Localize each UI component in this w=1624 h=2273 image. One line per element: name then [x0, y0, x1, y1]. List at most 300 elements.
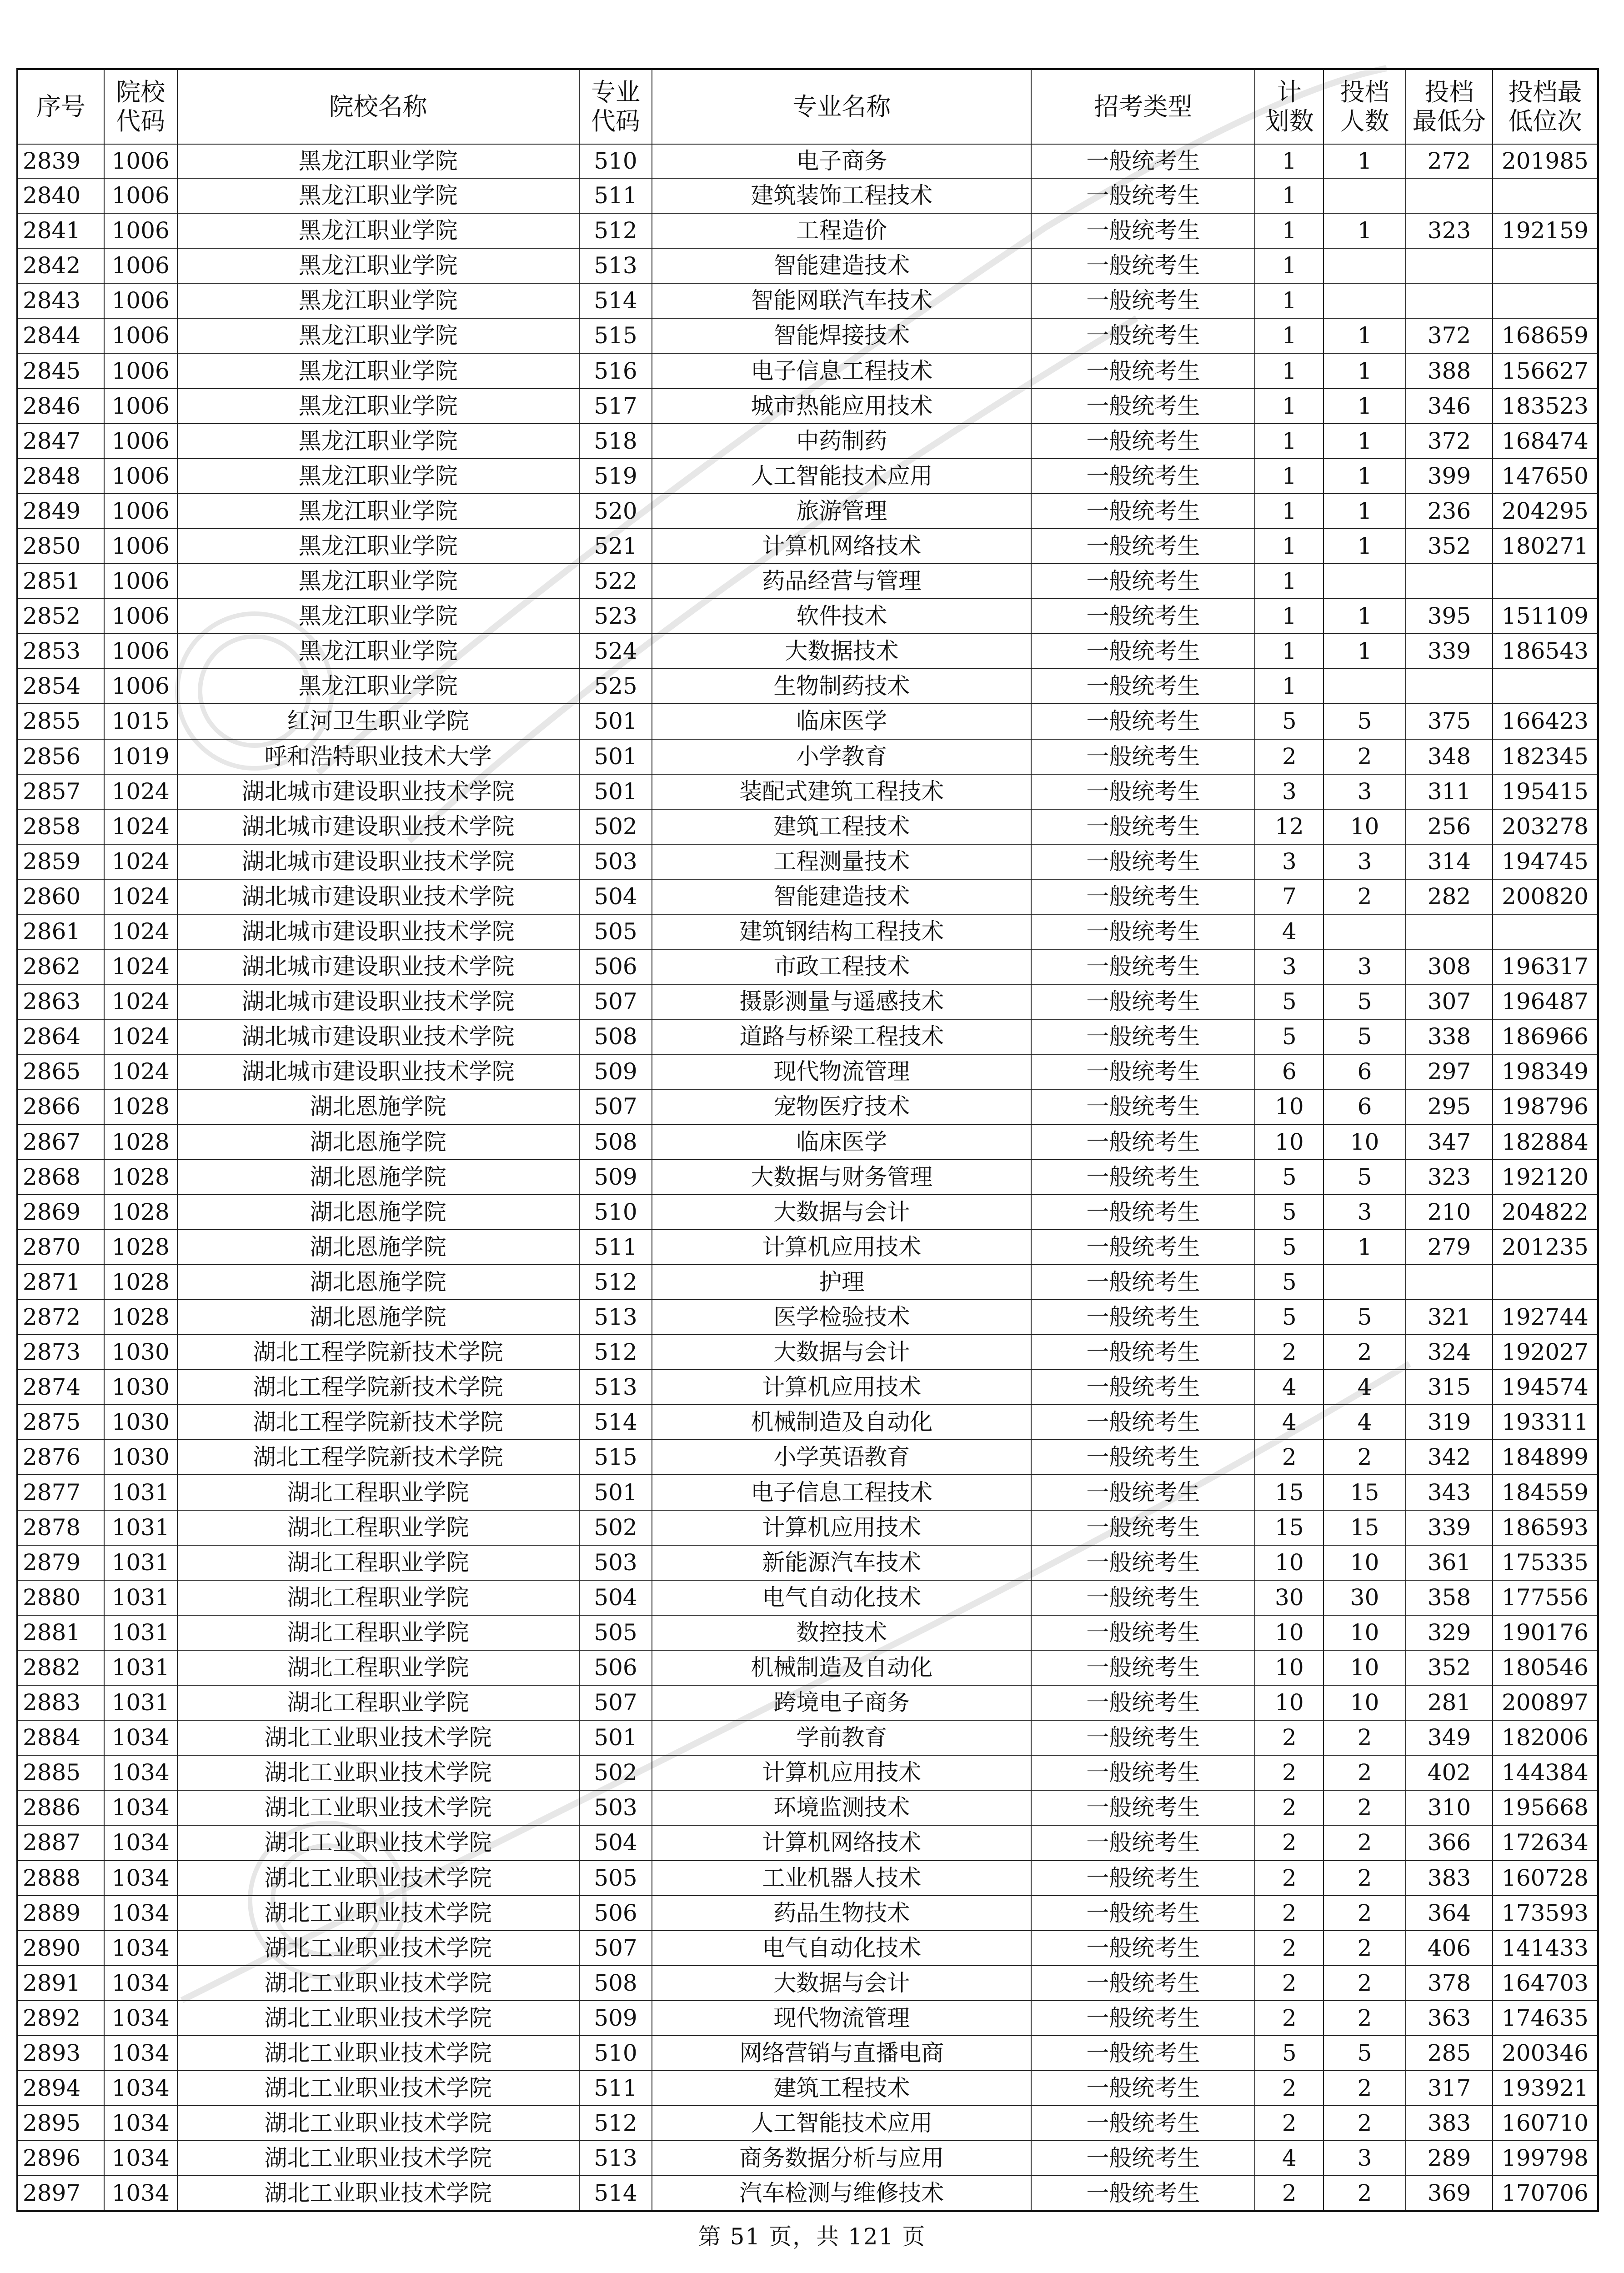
cell-major-code: 505	[579, 1861, 652, 1896]
cell-admitted	[1323, 914, 1406, 949]
cell-admitted: 5	[1323, 704, 1406, 739]
cell-admitted: 10	[1323, 809, 1406, 844]
cell-school-name: 湖北城市建设职业技术学院	[177, 914, 579, 949]
cell-min-rank: 164703	[1493, 1966, 1598, 2001]
cell-min-score: 307	[1406, 984, 1493, 1019]
header-major-name: 专业名称	[652, 69, 1031, 144]
cell-plan: 4	[1255, 914, 1323, 949]
cell-major-code: 515	[579, 1440, 652, 1475]
cell-school-name: 湖北工业职业技术学院	[177, 1755, 579, 1790]
cell-major-name: 建筑钢结构工程技术	[652, 914, 1031, 949]
cell-min-rank: 192744	[1493, 1300, 1598, 1335]
cell-exam-type: 一般统考生	[1031, 2001, 1255, 2036]
cell-exam-type: 一般统考生	[1031, 1054, 1255, 1089]
cell-min-rank: 166423	[1493, 704, 1598, 739]
table-row	[17, 809, 1598, 844]
cell-school-name: 湖北工程职业学院	[177, 1510, 579, 1545]
cell-major-name: 现代物流管理	[652, 2001, 1031, 2036]
cell-min-score: 317	[1406, 2071, 1493, 2106]
cell-major-name: 大数据与会计	[652, 1195, 1031, 1230]
table-row	[17, 599, 1598, 634]
cell-major-code: 522	[579, 564, 652, 599]
cell-exam-type: 一般统考生	[1031, 1580, 1255, 1615]
cell-min-rank: 192120	[1493, 1160, 1598, 1195]
cell-major-name: 装配式建筑工程技术	[652, 774, 1031, 809]
cell-min-rank: 195668	[1493, 1790, 1598, 1825]
cell-plan: 2	[1255, 1966, 1323, 2001]
cell-school-name: 湖北城市建设职业技术学院	[177, 844, 579, 879]
cell-seq: 2859	[17, 844, 104, 879]
cell-school-name: 湖北工业职业技术学院	[177, 1931, 579, 1966]
cell-admitted: 1	[1323, 529, 1406, 564]
cell-exam-type: 一般统考生	[1031, 1510, 1255, 1545]
cell-admitted: 1	[1323, 353, 1406, 388]
cell-seq: 2860	[17, 879, 104, 914]
cell-plan: 10	[1255, 1650, 1323, 1685]
cell-min-score: 372	[1406, 318, 1493, 353]
cell-admitted: 6	[1323, 1089, 1406, 1124]
cell-admitted: 2	[1323, 1755, 1406, 1790]
cell-min-rank: 168659	[1493, 318, 1598, 353]
cell-major-name: 计算机网络技术	[652, 529, 1031, 564]
cell-plan: 4	[1255, 1405, 1323, 1440]
cell-major-name: 汽车检测与维修技术	[652, 2176, 1031, 2211]
cell-major-code: 512	[579, 2106, 652, 2141]
cell-major-code: 507	[579, 1931, 652, 1966]
cell-major-code: 514	[579, 2176, 652, 2211]
cell-major-name: 工业机器人技术	[652, 1861, 1031, 1896]
cell-seq: 2881	[17, 1615, 104, 1650]
cell-seq: 2869	[17, 1195, 104, 1230]
cell-major-name: 大数据与会计	[652, 1335, 1031, 1370]
cell-min-score: 364	[1406, 1896, 1493, 1931]
cell-school-code: 1006	[104, 529, 177, 564]
cell-exam-type: 一般统考生	[1031, 144, 1255, 178]
cell-school-code: 1028	[104, 1230, 177, 1265]
cell-seq: 2840	[17, 178, 104, 213]
cell-seq: 2839	[17, 144, 104, 178]
cell-major-name: 大数据技术	[652, 634, 1031, 669]
cell-major-code: 512	[579, 1335, 652, 1370]
cell-min-score	[1406, 283, 1493, 318]
cell-min-rank: 175335	[1493, 1545, 1598, 1580]
cell-seq: 2855	[17, 704, 104, 739]
cell-school-code: 1006	[104, 494, 177, 529]
cell-school-name: 湖北工业职业技术学院	[177, 2106, 579, 2141]
cell-major-name: 临床医学	[652, 704, 1031, 739]
table-row	[17, 283, 1598, 318]
cell-exam-type: 一般统考生	[1031, 2141, 1255, 2176]
cell-seq: 2893	[17, 2036, 104, 2071]
header-min-rank: 投档最 低位次	[1493, 69, 1598, 144]
table-row	[17, 879, 1598, 914]
cell-seq: 2876	[17, 1440, 104, 1475]
cell-school-name: 湖北恩施学院	[177, 1265, 579, 1300]
cell-school-name: 黑龙江职业学院	[177, 178, 579, 213]
cell-seq: 2896	[17, 2141, 104, 2176]
cell-min-rank: 201985	[1493, 144, 1598, 178]
cell-min-score: 323	[1406, 1160, 1493, 1195]
cell-exam-type: 一般统考生	[1031, 1265, 1255, 1300]
cell-major-code: 505	[579, 914, 652, 949]
cell-exam-type: 一般统考生	[1031, 2036, 1255, 2071]
cell-major-name: 摄影测量与遥感技术	[652, 984, 1031, 1019]
cell-min-rank: 182006	[1493, 1720, 1598, 1755]
cell-exam-type: 一般统考生	[1031, 1896, 1255, 1931]
table-row	[17, 1790, 1598, 1825]
cell-plan: 10	[1255, 1089, 1323, 1124]
cell-admitted: 1	[1323, 144, 1406, 178]
cell-admitted: 2	[1323, 1825, 1406, 1860]
cell-exam-type: 一般统考生	[1031, 1650, 1255, 1685]
cell-admitted: 10	[1323, 1615, 1406, 1650]
cell-exam-type: 一般统考生	[1031, 424, 1255, 459]
cell-min-rank: 180546	[1493, 1650, 1598, 1685]
cell-school-code: 1024	[104, 914, 177, 949]
table-row	[17, 1861, 1598, 1896]
cell-admitted: 2	[1323, 2106, 1406, 2141]
cell-plan: 1	[1255, 459, 1323, 494]
cell-min-score: 236	[1406, 494, 1493, 529]
cell-min-score: 358	[1406, 1580, 1493, 1615]
table-row	[17, 178, 1598, 213]
cell-major-name: 小学教育	[652, 739, 1031, 774]
cell-plan: 1	[1255, 599, 1323, 634]
cell-major-name: 商务数据分析与应用	[652, 2141, 1031, 2176]
table-row	[17, 1195, 1598, 1230]
cell-school-name: 黑龙江职业学院	[177, 424, 579, 459]
cell-major-code: 508	[579, 1125, 652, 1160]
table-row	[17, 389, 1598, 424]
cell-major-code: 503	[579, 1545, 652, 1580]
cell-major-name: 计算机应用技术	[652, 1510, 1031, 1545]
cell-seq: 2853	[17, 634, 104, 669]
cell-major-code: 506	[579, 1650, 652, 1685]
cell-school-code: 1034	[104, 1790, 177, 1825]
cell-major-name: 市政工程技术	[652, 949, 1031, 984]
cell-min-score: 361	[1406, 1545, 1493, 1580]
cell-admitted: 1	[1323, 424, 1406, 459]
cell-plan: 5	[1255, 704, 1323, 739]
table-row	[17, 1265, 1598, 1300]
cell-min-score: 372	[1406, 424, 1493, 459]
cell-plan: 2	[1255, 1861, 1323, 1896]
cell-major-code: 507	[579, 1089, 652, 1124]
table-row	[17, 774, 1598, 809]
cell-min-score: 375	[1406, 704, 1493, 739]
cell-exam-type: 一般统考生	[1031, 1019, 1255, 1054]
cell-admitted: 2	[1323, 1931, 1406, 1966]
table-row	[17, 1160, 1598, 1195]
table-row	[17, 459, 1598, 494]
cell-major-code: 501	[579, 774, 652, 809]
cell-major-name: 城市热能应用技术	[652, 389, 1031, 424]
cell-exam-type: 一般统考生	[1031, 774, 1255, 809]
cell-plan: 1	[1255, 213, 1323, 248]
table-row	[17, 213, 1598, 248]
cell-school-name: 湖北工业职业技术学院	[177, 1966, 579, 2001]
cell-exam-type: 一般统考生	[1031, 1931, 1255, 1966]
cell-school-code: 1006	[104, 634, 177, 669]
cell-seq: 2852	[17, 599, 104, 634]
cell-school-code: 1031	[104, 1650, 177, 1685]
cell-plan: 3	[1255, 774, 1323, 809]
cell-plan: 2	[1255, 2176, 1323, 2211]
table-row	[17, 529, 1598, 564]
cell-admitted: 2	[1323, 1861, 1406, 1896]
cell-admitted: 5	[1323, 984, 1406, 1019]
cell-min-rank: 144384	[1493, 1755, 1598, 1790]
cell-min-score: 324	[1406, 1335, 1493, 1370]
cell-school-code: 1019	[104, 739, 177, 774]
cell-admitted: 6	[1323, 1054, 1406, 1089]
cell-min-score: 295	[1406, 1089, 1493, 1124]
cell-school-code: 1028	[104, 1195, 177, 1230]
cell-seq: 2858	[17, 809, 104, 844]
cell-exam-type: 一般统考生	[1031, 459, 1255, 494]
cell-school-name: 湖北城市建设职业技术学院	[177, 774, 579, 809]
cell-exam-type: 一般统考生	[1031, 1160, 1255, 1195]
cell-major-code: 515	[579, 318, 652, 353]
cell-plan: 5	[1255, 1160, 1323, 1195]
cell-min-score	[1406, 669, 1493, 704]
cell-min-score	[1406, 564, 1493, 599]
cell-school-name: 黑龙江职业学院	[177, 634, 579, 669]
cell-major-name: 机械制造及自动化	[652, 1650, 1031, 1685]
cell-school-code: 1006	[104, 248, 177, 283]
cell-admitted: 1	[1323, 1230, 1406, 1265]
cell-seq: 2865	[17, 1054, 104, 1089]
cell-exam-type: 一般统考生	[1031, 669, 1255, 704]
cell-major-name: 小学英语教育	[652, 1440, 1031, 1475]
table-row	[17, 1054, 1598, 1089]
cell-school-code: 1015	[104, 704, 177, 739]
table-row	[17, 984, 1598, 1019]
cell-plan: 2	[1255, 1790, 1323, 1825]
cell-min-rank: 177556	[1493, 1580, 1598, 1615]
cell-school-name: 黑龙江职业学院	[177, 248, 579, 283]
cell-seq: 2880	[17, 1580, 104, 1615]
header-admitted: 投档 人数	[1323, 69, 1406, 144]
cell-school-code: 1024	[104, 1019, 177, 1054]
cell-school-code: 1006	[104, 283, 177, 318]
table-row	[17, 564, 1598, 599]
cell-admitted: 5	[1323, 2036, 1406, 2071]
page-footer: 第 51 页，共 121 页	[698, 2223, 926, 2250]
cell-min-rank: 183523	[1493, 389, 1598, 424]
header-exam-type: 招考类型	[1031, 69, 1255, 144]
cell-school-code: 1034	[104, 1720, 177, 1755]
cell-exam-type: 一般统考生	[1031, 1790, 1255, 1825]
table-row	[17, 739, 1598, 774]
cell-admitted: 1	[1323, 599, 1406, 634]
cell-exam-type: 一般统考生	[1031, 1125, 1255, 1160]
cell-seq: 2846	[17, 389, 104, 424]
cell-exam-type: 一般统考生	[1031, 1966, 1255, 2001]
cell-exam-type: 一般统考生	[1031, 529, 1255, 564]
cell-major-name: 计算机应用技术	[652, 1370, 1031, 1405]
table-row	[17, 1720, 1598, 1755]
cell-plan: 4	[1255, 2141, 1323, 2176]
cell-school-name: 湖北工程学院新技术学院	[177, 1370, 579, 1405]
cell-min-score: 297	[1406, 1054, 1493, 1089]
cell-plan: 12	[1255, 809, 1323, 844]
table-row	[17, 704, 1598, 739]
cell-exam-type: 一般统考生	[1031, 844, 1255, 879]
table-row	[17, 353, 1598, 388]
header-plan: 计 划数	[1255, 69, 1323, 144]
cell-major-name: 电子商务	[652, 144, 1031, 178]
cell-seq: 2878	[17, 1510, 104, 1545]
cell-major-code: 518	[579, 424, 652, 459]
cell-min-score: 395	[1406, 599, 1493, 634]
cell-exam-type: 一般统考生	[1031, 739, 1255, 774]
cell-plan: 2	[1255, 2106, 1323, 2141]
table-row	[17, 2106, 1598, 2141]
cell-school-code: 1034	[104, 1861, 177, 1896]
cell-seq: 2849	[17, 494, 104, 529]
table-row	[17, 2036, 1598, 2071]
cell-exam-type: 一般统考生	[1031, 248, 1255, 283]
cell-major-name: 电子信息工程技术	[652, 353, 1031, 388]
cell-major-code: 514	[579, 1405, 652, 1440]
cell-admitted: 2	[1323, 1966, 1406, 2001]
cell-school-code: 1031	[104, 1475, 177, 1510]
cell-admitted: 3	[1323, 1195, 1406, 1230]
table-row	[17, 1615, 1598, 1650]
cell-plan: 1	[1255, 144, 1323, 178]
table-row	[17, 2141, 1598, 2176]
cell-min-rank	[1493, 283, 1598, 318]
cell-major-code: 510	[579, 144, 652, 178]
table-header-row	[17, 69, 1598, 144]
cell-plan: 1	[1255, 424, 1323, 459]
cell-exam-type: 一般统考生	[1031, 213, 1255, 248]
cell-major-name: 软件技术	[652, 599, 1031, 634]
cell-school-name: 湖北工程职业学院	[177, 1580, 579, 1615]
table-row	[17, 1580, 1598, 1615]
cell-major-code: 508	[579, 1019, 652, 1054]
cell-admitted: 10	[1323, 1125, 1406, 1160]
table-row	[17, 1405, 1598, 1440]
cell-min-rank: 186543	[1493, 634, 1598, 669]
cell-school-code: 1030	[104, 1440, 177, 1475]
cell-min-rank	[1493, 669, 1598, 704]
cell-admitted: 3	[1323, 2141, 1406, 2176]
cell-seq: 2890	[17, 1931, 104, 1966]
cell-min-rank: 199798	[1493, 2141, 1598, 2176]
cell-major-name: 人工智能技术应用	[652, 2106, 1031, 2141]
cell-major-code: 502	[579, 1510, 652, 1545]
cell-plan: 6	[1255, 1054, 1323, 1089]
cell-exam-type: 一般统考生	[1031, 1545, 1255, 1580]
cell-exam-type: 一般统考生	[1031, 494, 1255, 529]
cell-plan: 1	[1255, 529, 1323, 564]
cell-major-code: 513	[579, 248, 652, 283]
cell-plan: 5	[1255, 1019, 1323, 1054]
cell-major-code: 506	[579, 949, 652, 984]
cell-min-rank	[1493, 914, 1598, 949]
cell-seq: 2877	[17, 1475, 104, 1510]
cell-plan: 1	[1255, 564, 1323, 599]
cell-min-score: 272	[1406, 144, 1493, 178]
cell-school-code: 1034	[104, 2176, 177, 2211]
cell-plan: 2	[1255, 1335, 1323, 1370]
cell-school-name: 湖北工业职业技术学院	[177, 2141, 579, 2176]
cell-min-score: 346	[1406, 389, 1493, 424]
cell-school-code: 1006	[104, 424, 177, 459]
cell-seq: 2851	[17, 564, 104, 599]
cell-plan: 2	[1255, 2071, 1323, 2106]
cell-seq: 2894	[17, 2071, 104, 2106]
cell-exam-type: 一般统考生	[1031, 2176, 1255, 2211]
cell-exam-type: 一般统考生	[1031, 809, 1255, 844]
cell-exam-type: 一般统考生	[1031, 1230, 1255, 1265]
cell-school-name: 湖北工程职业学院	[177, 1685, 579, 1720]
cell-seq: 2863	[17, 984, 104, 1019]
cell-school-code: 1034	[104, 2036, 177, 2071]
cell-admitted	[1323, 248, 1406, 283]
cell-school-name: 湖北工业职业技术学院	[177, 2001, 579, 2036]
cell-exam-type: 一般统考生	[1031, 599, 1255, 634]
cell-school-name: 湖北城市建设职业技术学院	[177, 984, 579, 1019]
cell-seq: 2845	[17, 353, 104, 388]
cell-major-name: 道路与桥梁工程技术	[652, 1019, 1031, 1054]
cell-school-name: 湖北工业职业技术学院	[177, 1896, 579, 1931]
cell-min-score: 366	[1406, 1825, 1493, 1860]
cell-school-code: 1006	[104, 389, 177, 424]
cell-min-rank: 174635	[1493, 2001, 1598, 2036]
cell-min-rank: 196317	[1493, 949, 1598, 984]
cell-school-code: 1031	[104, 1580, 177, 1615]
cell-school-name: 黑龙江职业学院	[177, 669, 579, 704]
cell-exam-type: 一般统考生	[1031, 1861, 1255, 1896]
cell-exam-type: 一般统考生	[1031, 1195, 1255, 1230]
cell-plan: 4	[1255, 1370, 1323, 1405]
cell-major-code: 514	[579, 283, 652, 318]
cell-min-score: 323	[1406, 213, 1493, 248]
cell-school-code: 1031	[104, 1685, 177, 1720]
cell-school-code: 1030	[104, 1370, 177, 1405]
cell-min-score	[1406, 914, 1493, 949]
cell-plan: 5	[1255, 1300, 1323, 1335]
cell-school-code: 1024	[104, 844, 177, 879]
cell-school-code: 1034	[104, 2001, 177, 2036]
cell-seq: 2867	[17, 1125, 104, 1160]
cell-major-code: 510	[579, 1195, 652, 1230]
cell-min-score: 339	[1406, 1510, 1493, 1545]
cell-min-rank: 184559	[1493, 1475, 1598, 1510]
cell-admitted: 5	[1323, 1019, 1406, 1054]
cell-major-code: 512	[579, 1265, 652, 1300]
cell-school-name: 湖北城市建设职业技术学院	[177, 1054, 579, 1089]
cell-plan: 30	[1255, 1580, 1323, 1615]
cell-plan: 10	[1255, 1615, 1323, 1650]
cell-school-name: 湖北工程职业学院	[177, 1475, 579, 1510]
cell-admitted: 3	[1323, 949, 1406, 984]
cell-plan: 5	[1255, 1230, 1323, 1265]
table-row	[17, 1230, 1598, 1265]
cell-school-name: 湖北城市建设职业技术学院	[177, 1019, 579, 1054]
cell-school-code: 1034	[104, 1966, 177, 2001]
cell-major-code: 504	[579, 1825, 652, 1860]
cell-major-code: 501	[579, 1475, 652, 1510]
cell-min-rank: 141433	[1493, 1931, 1598, 1966]
cell-admitted: 1	[1323, 389, 1406, 424]
cell-school-name: 黑龙江职业学院	[177, 564, 579, 599]
table-row	[17, 1019, 1598, 1054]
cell-exam-type: 一般统考生	[1031, 1615, 1255, 1650]
